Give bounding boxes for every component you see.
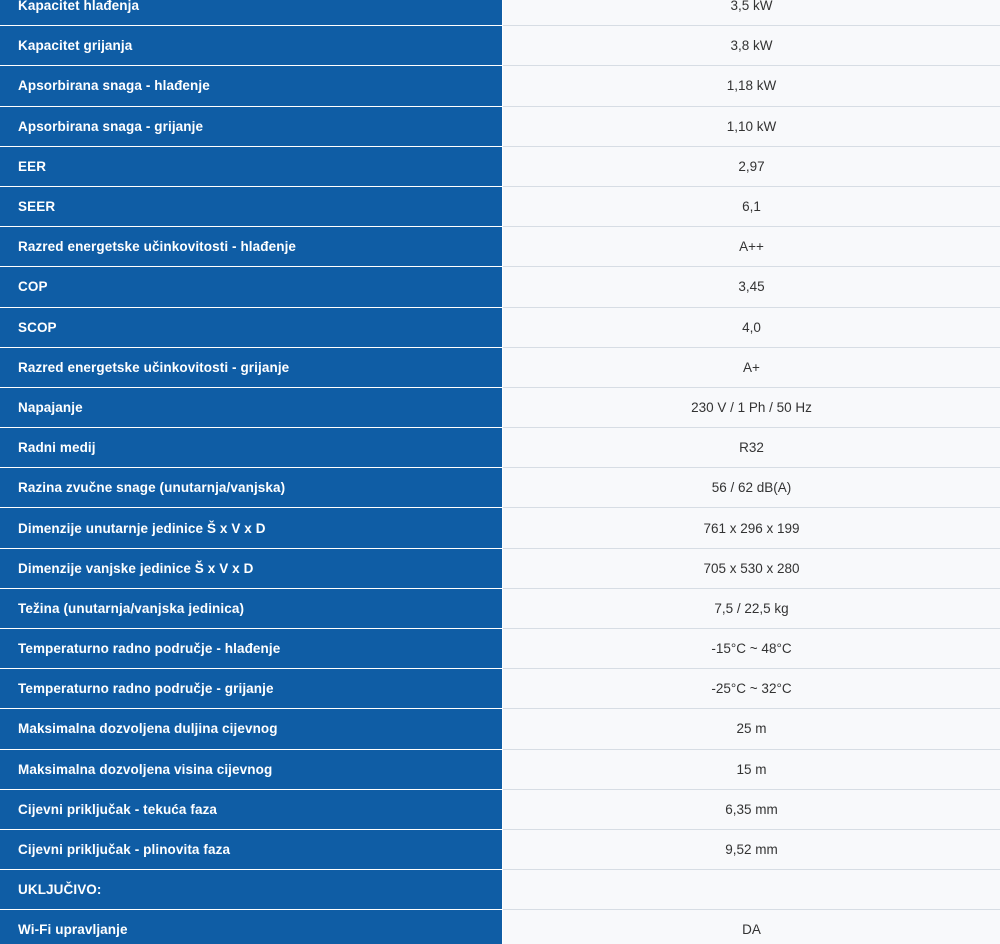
spec-row (0, 26, 1000, 66)
spec-value: 230 V / 1 Ph / 50 Hz (503, 388, 1000, 428)
spec-value: -25°C ~ 32°C (503, 669, 1000, 709)
spec-label: UKLJUČIVO: (0, 870, 503, 910)
spec-label: Apsorbirana snaga - grijanje (0, 107, 503, 147)
spec-value: -15°C ~ 48°C (503, 629, 1000, 669)
spec-label: Težina (unutarnja/vanjska jedinica) (0, 589, 503, 629)
spec-label: Kapacitet grijanja (0, 26, 503, 66)
spec-row (0, 709, 1000, 749)
spec-row (0, 870, 1000, 910)
spec-value: 25 m (503, 709, 1000, 749)
spec-row (0, 629, 1000, 669)
spec-value: DA (503, 910, 1000, 944)
spec-row (0, 428, 1000, 468)
spec-label: EER (0, 147, 503, 187)
spec-label: Temperaturno radno područje - grijanje (0, 669, 503, 709)
spec-label: Razina zvučne snage (unutarnja/vanjska) (0, 468, 503, 508)
spec-value: 15 m (503, 750, 1000, 790)
spec-label: Kapacitet hlađenja (0, 0, 503, 26)
spec-value: A+ (503, 348, 1000, 388)
spec-label: Dimenzije vanjske jedinice Š x V x D (0, 549, 503, 589)
spec-row (0, 790, 1000, 830)
spec-row (0, 308, 1000, 348)
spec-value: 6,1 (503, 187, 1000, 227)
spec-value: 705 x 530 x 280 (503, 549, 1000, 589)
spec-row (0, 388, 1000, 428)
spec-value: 1,18 kW (503, 66, 1000, 106)
spec-label: COP (0, 267, 503, 307)
spec-value: 56 / 62 dB(A) (503, 468, 1000, 508)
spec-value: 7,5 / 22,5 kg (503, 589, 1000, 629)
spec-row (0, 549, 1000, 589)
spec-label: Apsorbirana snaga - hlađenje (0, 66, 503, 106)
spec-value: R32 (503, 428, 1000, 468)
spec-label: Maksimalna dozvoljena duljina cijevnog (0, 709, 503, 749)
spec-value: 3,8 kW (503, 26, 1000, 66)
spec-value: 761 x 296 x 199 (503, 508, 1000, 548)
spec-value (503, 870, 1000, 910)
spec-label: Razred energetske učinkovitosti - hlađenje (0, 227, 503, 267)
spec-row (0, 589, 1000, 629)
spec-value: 6,35 mm (503, 790, 1000, 830)
spec-row (0, 669, 1000, 709)
spec-row (0, 830, 1000, 870)
spec-row (0, 750, 1000, 790)
spec-row (0, 910, 1000, 944)
spec-label: Radni medij (0, 428, 503, 468)
spec-label: Temperaturno radno područje - hlađenje (0, 629, 503, 669)
spec-label: Dimenzije unutarnje jedinice Š x V x D (0, 508, 503, 548)
spec-row (0, 468, 1000, 508)
spec-value: A++ (503, 227, 1000, 267)
spec-row (0, 227, 1000, 267)
spec-row (0, 107, 1000, 147)
spec-row (0, 508, 1000, 548)
spec-label: Wi-Fi upravljanje (0, 910, 503, 944)
spec-value: 4,0 (503, 308, 1000, 348)
spec-row (0, 267, 1000, 307)
spec-label: SCOP (0, 308, 503, 348)
spec-label: SEER (0, 187, 503, 227)
spec-value: 9,52 mm (503, 830, 1000, 870)
spec-value: 2,97 (503, 147, 1000, 187)
spec-value: 3,45 (503, 267, 1000, 307)
spec-label: Razred energetske učinkovitosti - grijanje (0, 348, 503, 388)
spec-label: Napajanje (0, 388, 503, 428)
spec-value: 3,5 kW (503, 0, 1000, 26)
spec-row (0, 187, 1000, 227)
spec-row (0, 66, 1000, 106)
spec-row (0, 147, 1000, 187)
spec-value: 1,10 kW (503, 107, 1000, 147)
spec-label: Cijevni priključak - plinovita faza (0, 830, 503, 870)
spec-label: Maksimalna dozvoljena visina cijevnog (0, 750, 503, 790)
spec-label: Cijevni priključak - tekuća faza (0, 790, 503, 830)
spec-row (0, 0, 1000, 26)
spec-row (0, 348, 1000, 388)
